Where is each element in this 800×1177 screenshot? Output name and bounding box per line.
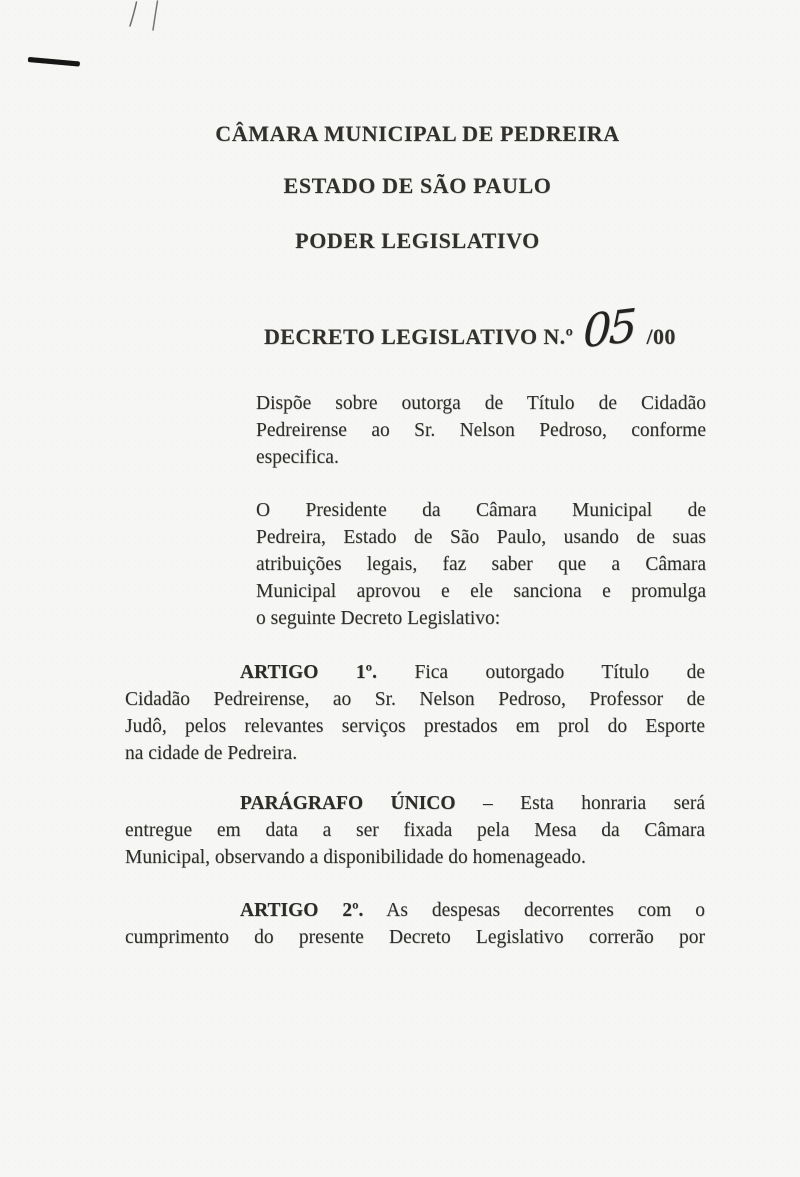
artigo-2-line <box>125 897 705 924</box>
artigo-2-label: ARTIGO 2º. <box>240 900 364 921</box>
decree-title-label: DECRETO LEGISLATIVO N.º <box>264 324 574 349</box>
header-line-3: PODER LEGISLATIVO <box>295 228 540 253</box>
ementa-line: Dispõe sobre outorga de Título de Cidadão <box>256 393 706 414</box>
preamble-line: atribuições legais, faz saber que a Câmara <box>256 554 706 575</box>
artigo-2-paragraph <box>125 897 705 951</box>
artigo-1-paragraph <box>125 659 705 767</box>
preamble-line: o seguinte Decreto Legislativo: <box>256 608 501 629</box>
artigo-1-line: Judô, pelos relevantes serviços prestados em prol do Esporte <box>125 716 705 737</box>
pen-strokes-mark <box>120 0 172 34</box>
preamble-line: Pedreira, Estado de São Paulo, usando de suas <box>256 527 706 548</box>
artigo-2-line: cumprimento do presente Decreto Legislativo correrão por <box>125 927 705 948</box>
ementa-line: Pedreirense ao Sr. Nelson Pedroso, conforme <box>256 420 706 441</box>
artigo-2-text: As despesas decorrentes com o <box>386 900 705 921</box>
preamble-paragraph <box>256 497 706 632</box>
preamble-line: Municipal aprovou e ele sanciona e promulga <box>256 581 706 602</box>
paragrafo-unico-text: – Esta honraria será <box>483 793 705 814</box>
paragrafo-unico-paragraph <box>125 790 705 871</box>
ementa-paragraph <box>256 390 706 471</box>
paragrafo-unico-label: PARÁGRAFO ÚNICO <box>240 793 456 814</box>
header-line-2: ESTADO DE SÃO PAULO <box>283 173 552 198</box>
artigo-1-text: Fica outorgado Título de <box>414 662 705 683</box>
ementa-line: especifica. <box>256 447 339 468</box>
artigo-1-label: ARTIGO 1º. <box>240 662 377 683</box>
paragrafo-unico-line: Municipal, observando a disponibilidade do homenageado. <box>125 847 586 868</box>
decree-title-suffix: /00 <box>646 324 676 349</box>
artigo-1-line: na cidade de Pedreira. <box>125 743 298 764</box>
decree-title <box>264 298 676 359</box>
black-dash-mark <box>28 57 80 67</box>
header-line-1: CÂMARA MUNICIPAL DE PEDREIRA <box>215 121 620 146</box>
paragrafo-unico-line: entregue em data a ser fixada pela Mesa da Câmara <box>125 820 705 841</box>
preamble-line: O Presidente da Câmara Municipal de <box>256 500 706 521</box>
artigo-1-line: Cidadão Pedreirense, ao Sr. Nelson Pedroso, Professor de <box>125 689 705 710</box>
artigo-1-line <box>125 659 705 686</box>
paragrafo-unico-line <box>125 790 705 817</box>
handwritten-decree-number: 05 <box>582 298 635 359</box>
